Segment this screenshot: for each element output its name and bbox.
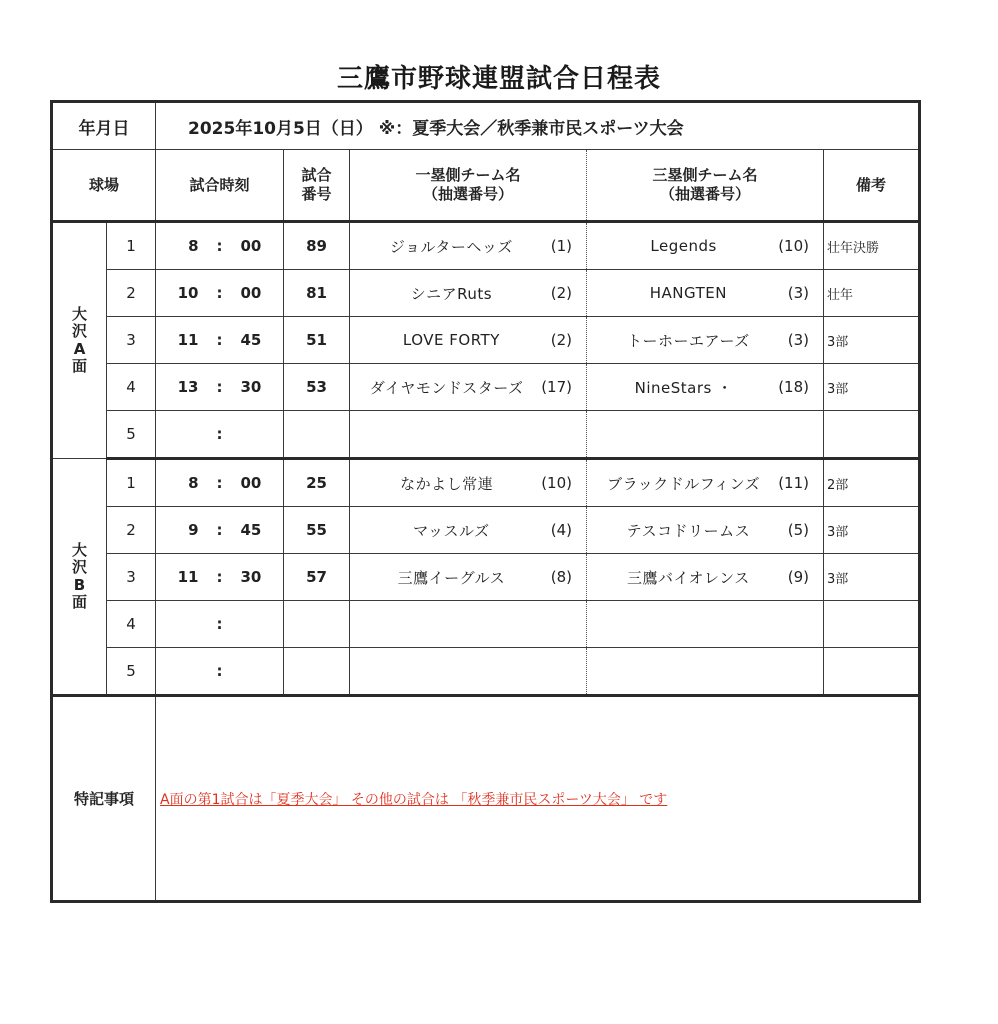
first-base-team xyxy=(350,507,587,554)
slot-number: 3 xyxy=(107,317,156,364)
third-team-name: 三鷹バイオレンス xyxy=(627,568,750,587)
remark xyxy=(824,411,920,459)
schedule-table xyxy=(50,100,921,903)
third-team-lot: (3) xyxy=(787,331,809,349)
remark xyxy=(824,648,920,696)
remark: 壮年決勝 xyxy=(824,222,920,270)
game-number: 25 xyxy=(284,459,350,507)
slot-number: 1 xyxy=(107,459,156,507)
time-minute xyxy=(241,662,267,680)
game-time xyxy=(156,222,284,270)
game-time xyxy=(156,507,284,554)
time-separator: : xyxy=(216,284,223,302)
remark: 3部 xyxy=(824,507,920,554)
first-team-lot: (17) xyxy=(541,378,572,396)
third-base-team xyxy=(587,317,824,364)
third-team-lot: (5) xyxy=(787,521,809,539)
slot-number: 3 xyxy=(107,554,156,601)
first-team-lot: (4) xyxy=(550,521,572,539)
first-team-name: シニアRuts xyxy=(410,284,493,303)
time-hour: 8 xyxy=(188,474,199,492)
header-first-base-line1: 一塁側チーム名 xyxy=(415,166,521,185)
game-number xyxy=(284,601,350,648)
venue-name xyxy=(52,459,107,696)
game-row xyxy=(52,554,920,601)
game-row xyxy=(52,411,920,459)
time-separator: : xyxy=(216,331,223,349)
first-base-team xyxy=(350,648,587,696)
game-time xyxy=(156,648,284,696)
remark: 3部 xyxy=(824,554,920,601)
first-base-team xyxy=(350,317,587,364)
third-base-team xyxy=(587,459,824,507)
time-separator: : xyxy=(216,474,223,492)
game-number xyxy=(284,648,350,696)
header-third-base-line1: 三塁側チーム名 xyxy=(652,166,758,185)
date-row xyxy=(52,102,920,150)
header-first-base-line2: （抽選番号） xyxy=(422,185,513,203)
time-minute: 00 xyxy=(240,284,262,302)
game-time xyxy=(156,270,284,317)
first-team-name: ジョルターヘッズ xyxy=(389,237,513,256)
third-team-lot: (3) xyxy=(787,284,809,302)
header-remarks: 備考 xyxy=(824,150,920,222)
header-venue: 球場 xyxy=(52,150,156,222)
time-minute: 00 xyxy=(240,474,262,492)
third-base-team xyxy=(587,270,824,317)
game-number: 81 xyxy=(284,270,350,317)
notes-label: 特記事項 xyxy=(52,696,156,902)
first-base-team xyxy=(350,270,587,317)
third-team-name: トーホーエアーズ xyxy=(626,331,750,350)
time-separator: : xyxy=(216,521,223,539)
venue-name xyxy=(52,222,107,459)
page-title: 三鷹市野球連盟試合日程表 xyxy=(336,64,661,94)
third-team-name: HANGTEN xyxy=(649,284,727,302)
game-time xyxy=(156,317,284,364)
time-hour xyxy=(173,425,199,443)
venue-name-char: 沢 xyxy=(71,558,87,577)
first-team-lot: (2) xyxy=(550,331,572,349)
third-team-lot: (11) xyxy=(778,474,809,492)
third-base-team xyxy=(587,554,824,601)
third-base-team xyxy=(587,364,824,411)
third-team-name: ブラックドルフィンズ xyxy=(607,474,761,493)
third-team-lot: (9) xyxy=(787,568,809,586)
remark: 3部 xyxy=(824,364,920,411)
time-hour xyxy=(173,662,199,680)
header-game-no-line2: 番号 xyxy=(301,185,332,203)
time-hour: 8 xyxy=(188,237,199,255)
first-base-team xyxy=(350,364,587,411)
game-number: 53 xyxy=(284,364,350,411)
time-minute: 30 xyxy=(240,378,262,396)
remark xyxy=(824,601,920,648)
slot-number: 5 xyxy=(107,411,156,459)
date-label: 年月日 xyxy=(52,102,156,150)
header-first-base xyxy=(350,150,587,222)
header-row xyxy=(52,150,920,222)
date-value: 2025年10月5日（日） ※：夏季大会／秋季兼市民スポーツ大会 xyxy=(156,102,920,150)
third-team-name: Legends xyxy=(650,237,717,255)
first-base-team xyxy=(350,554,587,601)
remark: 2部 xyxy=(824,459,920,507)
venue-name-char: 大 xyxy=(71,305,87,323)
time-minute: 00 xyxy=(240,237,262,255)
first-team-name: マッスルズ xyxy=(413,521,490,540)
game-number xyxy=(284,411,350,459)
first-team-name: ダイヤモンドスターズ xyxy=(369,378,524,397)
third-base-team xyxy=(587,601,824,648)
game-time xyxy=(156,601,284,648)
time-separator: : xyxy=(216,425,223,443)
time-hour: 11 xyxy=(177,331,199,349)
header-third-base xyxy=(587,150,824,222)
first-base-team xyxy=(350,411,587,459)
time-hour xyxy=(173,615,199,633)
game-number: 57 xyxy=(284,554,350,601)
third-team-name: NineStars ・ xyxy=(634,378,733,397)
slot-number: 1 xyxy=(107,222,156,270)
third-team-name: テスコドリームス xyxy=(626,521,751,540)
header-game-no-line1: 試合 xyxy=(301,166,332,185)
remark: 3部 xyxy=(824,317,920,364)
venue-name-char: 大 xyxy=(71,541,87,559)
game-time xyxy=(156,554,284,601)
game-time xyxy=(156,364,284,411)
venue-name-char: B xyxy=(73,575,86,594)
game-row xyxy=(52,364,920,411)
first-team-lot: (1) xyxy=(550,237,572,255)
third-team-lot: (10) xyxy=(778,237,809,255)
third-team-lot: (18) xyxy=(778,378,809,396)
time-hour: 10 xyxy=(177,284,199,302)
time-minute: 30 xyxy=(240,568,262,586)
game-number: 55 xyxy=(284,507,350,554)
slot-number: 4 xyxy=(107,364,156,411)
third-base-team xyxy=(587,648,824,696)
header-game-no xyxy=(284,150,350,222)
time-separator: : xyxy=(216,662,223,680)
time-minute xyxy=(241,425,267,443)
first-team-name: LOVE FORTY xyxy=(402,331,500,349)
game-time xyxy=(156,411,284,459)
time-minute xyxy=(241,615,267,633)
game-row xyxy=(52,317,920,364)
game-row xyxy=(52,648,920,696)
slot-number: 2 xyxy=(107,507,156,554)
third-base-team xyxy=(587,222,824,270)
header-third-base-line2: （抽選番号） xyxy=(659,185,750,203)
game-row xyxy=(52,222,920,270)
game-number: 89 xyxy=(284,222,350,270)
time-separator: : xyxy=(216,568,223,586)
first-team-name: なかよし常連 xyxy=(400,474,494,493)
first-base-team xyxy=(350,222,587,270)
slot-number: 2 xyxy=(107,270,156,317)
game-row xyxy=(52,507,920,554)
notes-text-content: A面の第1試合は「夏季大会」 その他の試合は 「秋季兼市民スポーツ大会」 です xyxy=(160,791,668,808)
venue-name-char: A xyxy=(73,339,86,358)
venue-name-char: 面 xyxy=(71,356,87,375)
first-team-lot: (10) xyxy=(541,474,572,492)
time-hour: 13 xyxy=(177,378,199,396)
notes-text xyxy=(156,696,920,902)
header-time: 試合時刻 xyxy=(156,150,284,222)
first-team-name: 三鷹イーグルス xyxy=(397,568,506,587)
third-base-team xyxy=(587,411,824,459)
first-team-lot: (2) xyxy=(550,284,572,302)
time-separator: : xyxy=(216,378,223,396)
time-separator: : xyxy=(216,237,223,255)
venue-name-char: 沢 xyxy=(71,322,87,341)
slot-number: 4 xyxy=(107,601,156,648)
time-minute: 45 xyxy=(240,521,262,539)
first-team-lot: (8) xyxy=(550,568,572,586)
time-hour: 11 xyxy=(177,568,199,586)
time-separator: : xyxy=(216,615,223,633)
first-base-team xyxy=(350,601,587,648)
slot-number: 5 xyxy=(107,648,156,696)
time-hour: 9 xyxy=(188,521,199,539)
third-base-team xyxy=(587,507,824,554)
game-number: 51 xyxy=(284,317,350,364)
first-base-team xyxy=(350,459,587,507)
venue-name-char: 面 xyxy=(71,592,87,611)
game-row xyxy=(52,459,920,507)
remark: 壮年 xyxy=(824,270,920,317)
game-row xyxy=(52,270,920,317)
game-row xyxy=(52,601,920,648)
notes-row xyxy=(52,696,920,902)
game-time xyxy=(156,459,284,507)
time-minute: 45 xyxy=(240,331,262,349)
